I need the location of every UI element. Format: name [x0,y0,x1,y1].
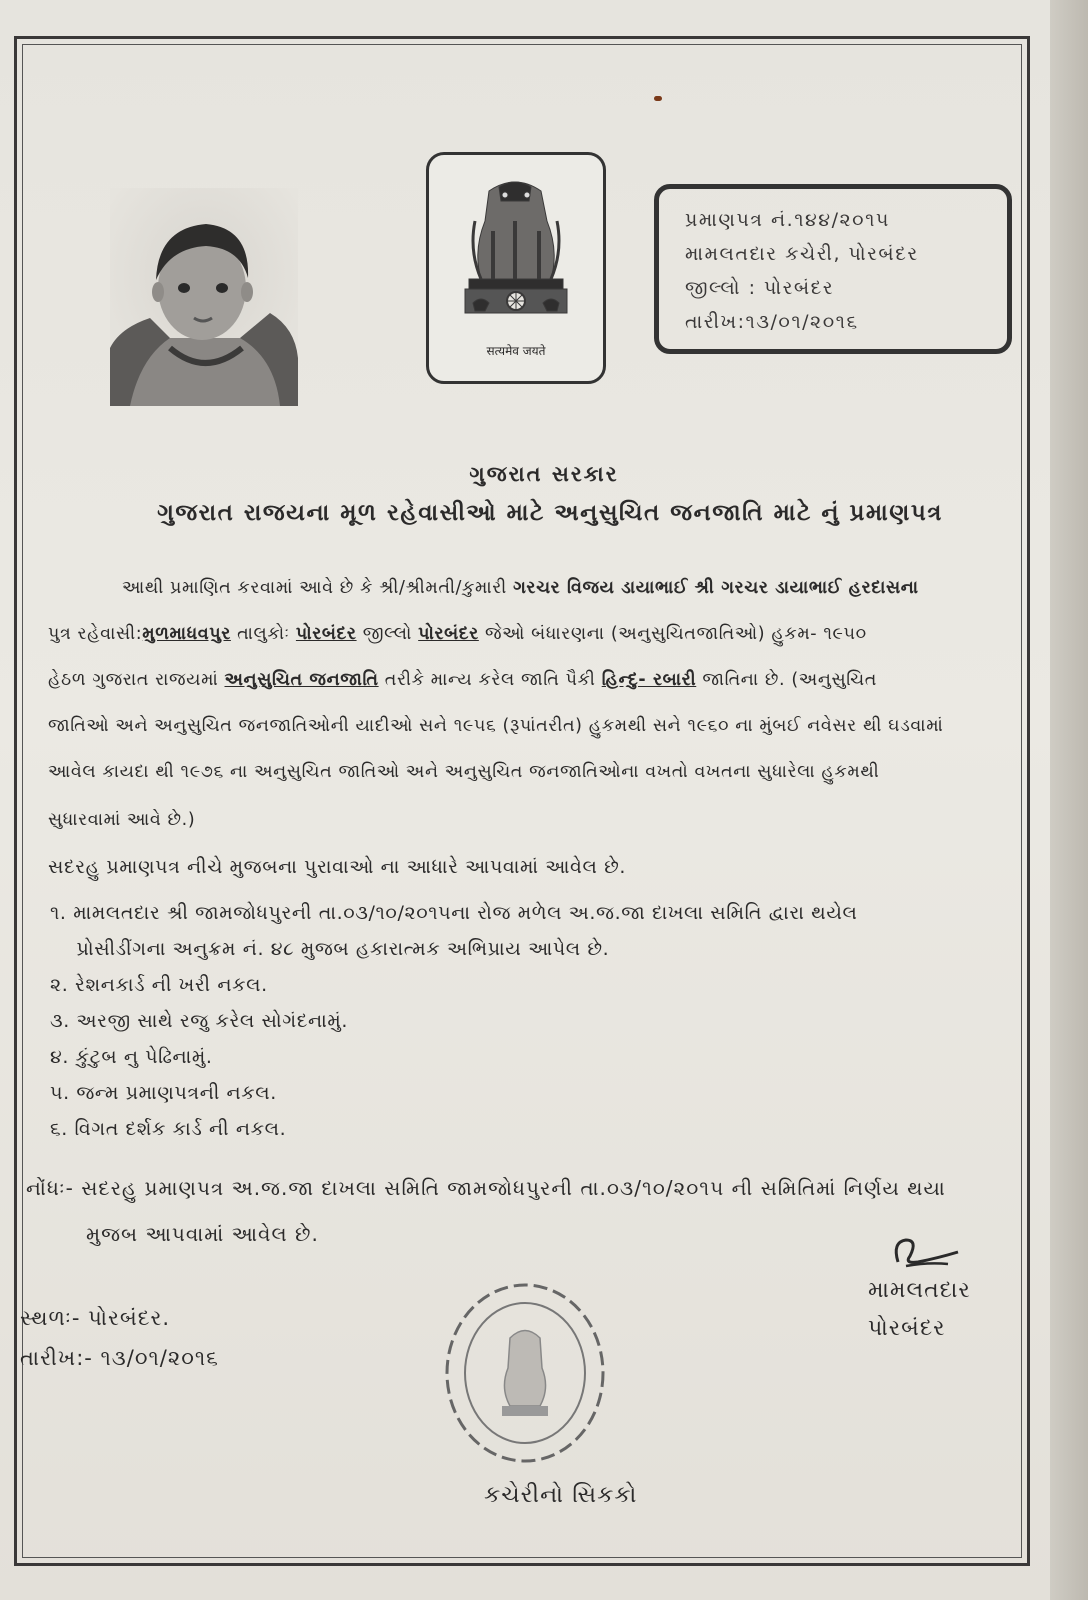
body-line-6: સુધારવામાં આવે છે.) [48,810,196,830]
page-edge-shadow [1050,0,1088,1600]
body-text: તરીકે માન્ય કરેલ જાતિ પૈકી [378,670,602,690]
body-line-1 [48,578,1088,598]
ashoka-emblem-icon [429,161,603,341]
government-heading: ગુજરાત સરકાર [469,462,619,486]
note-line-2: મુજબ આપવામાં આવેલ છે. [86,1222,319,1246]
body-text: તાલુકોઃ [230,624,296,644]
note-line-1: નોંધઃ- સદરહુ પ્રમાણપત્ર અ.જ.જા દાખલા સમિતિ જામજોધપુરની તા.૦૩/૧૦/૨૦૧૫ ની સમિતિમાં નિર્ણય થયા [26,1176,946,1200]
body-line-5: આવેલ કાયદા થી ૧૯૭૬ ના અનુસુચિત જાતિઓ અને અનુસુચિત જનજાતિઓના વખતો વખતના સુધારેલા હુકમથી [48,762,880,782]
taluka-name: પોરબંદર [295,624,357,644]
evidence-item: ૩. અરજી સાથે રજુ કરેલ સોગંદનામું. [50,1010,349,1032]
body-text: હેઠળ ગુજરાત રાજયમાં [48,670,225,690]
caste-name: હિન્દુ- રબારી [601,670,697,690]
reference-district: જીલ્લો : પોરબંદર [685,277,835,299]
body-text: આથી પ્રમાણિત કરવામાં આવે છે કે શ્રી/શ્રીમતી/કુમારી [122,578,514,598]
applicant-photo [110,188,298,406]
district-name: પોરબંદર [418,624,479,644]
certificate-number: પ્રમાણપત્ર નં.૧૪૪/૨૦૧૫ [685,209,890,231]
place: સ્થળઃ- પોરબંદર. [20,1306,171,1330]
evidence-item: ૨. રેશનકાર્ડ ની ખરી નકલ. [50,974,268,996]
body-text: જીલ્લો [356,624,419,644]
certificate-reference-box [654,184,1012,354]
issuing-office: મામલતદાર કચેરી, પોરબંદર [685,243,919,265]
category-name: અનુસુચિત જનજાતિ [224,670,379,690]
signature-icon [888,1232,968,1276]
evidence-item: ૪. કુંટુબ નુ પેઢિનામું. [50,1046,213,1068]
signatory-title: મામલતદાર [868,1278,971,1303]
office-seal-icon [440,1278,610,1468]
seal-label: કચેરીનો સિકકો [484,1482,638,1508]
ink-speck [654,96,662,101]
signatory-place: પોરબંદર [868,1316,946,1341]
issue-date: તારીખ:- ૧૩/૦૧/૨૦૧૬ [20,1346,219,1370]
body-text: પુત્ર રહેવાસી: [48,624,143,644]
evidence-item: ૬. વિગત દર્શક કાર્ડ ની નકલ. [50,1118,287,1140]
body-line-4: જાતિઓ અને અનુસુચિત જનજાતિઓની યાદીઓ સને ૧૯૫૬ (રૂપાંતરીત) હુકમથી સને ૧૯૬૦ ના મુંબઈ નવેસર થી ઘડવામાં [48,716,944,736]
evidence-item: ૧. મામલતદાર શ્રી જામજોધપુરની તા.૦૩/૧૦/૨૦૧૫ના રોજ મળેલ અ.જ.જા દાખલા સમિતિ દ્વારા થયેલ [50,902,858,924]
evidence-intro: સદરહુ પ્રમાણપત્ર નીચે મુજબના પુરાવાઓ ના આધારે આપવામાં આવેલ છે. [48,856,627,878]
emblem-motto: सत्यमेव जयते [486,344,546,358]
evidence-item: ૫. જન્મ પ્રમાણપત્રની નકલ. [50,1082,277,1104]
reference-date: તારીખ:૧૩/૦૧/૨૦૧૬ [685,311,859,333]
village-name: મુળમાધવપુર [142,624,231,644]
body-text: જેઓ બંધારણના (અનુસુચિતજાતિઓ) હુકમ- ૧૯૫૦ [478,624,867,644]
applicant-name: ગરચર વિજય ડાયાભાઈ શ્રી ગરચર ડાયાભાઈ હરદાસના [513,578,919,598]
body-line-3 [48,670,1038,690]
state-emblem-box [426,152,606,384]
body-text: જાતિના છે. (અનુસુચિત [696,670,877,690]
evidence-item: પ્રોસીડીંગના અનુક્રમ નં. ૪૮ મુજબ હકારાત્મક અભિપ્રાય આપેલ છે. [50,938,610,960]
certificate-title: ગુજરાત રાજયના મૂળ રહેવાસીઓ માટે અનુસુચિત જનજાતિ માટે નું પ્રમાણપત્ર [157,500,943,526]
body-line-2 [48,624,1038,644]
